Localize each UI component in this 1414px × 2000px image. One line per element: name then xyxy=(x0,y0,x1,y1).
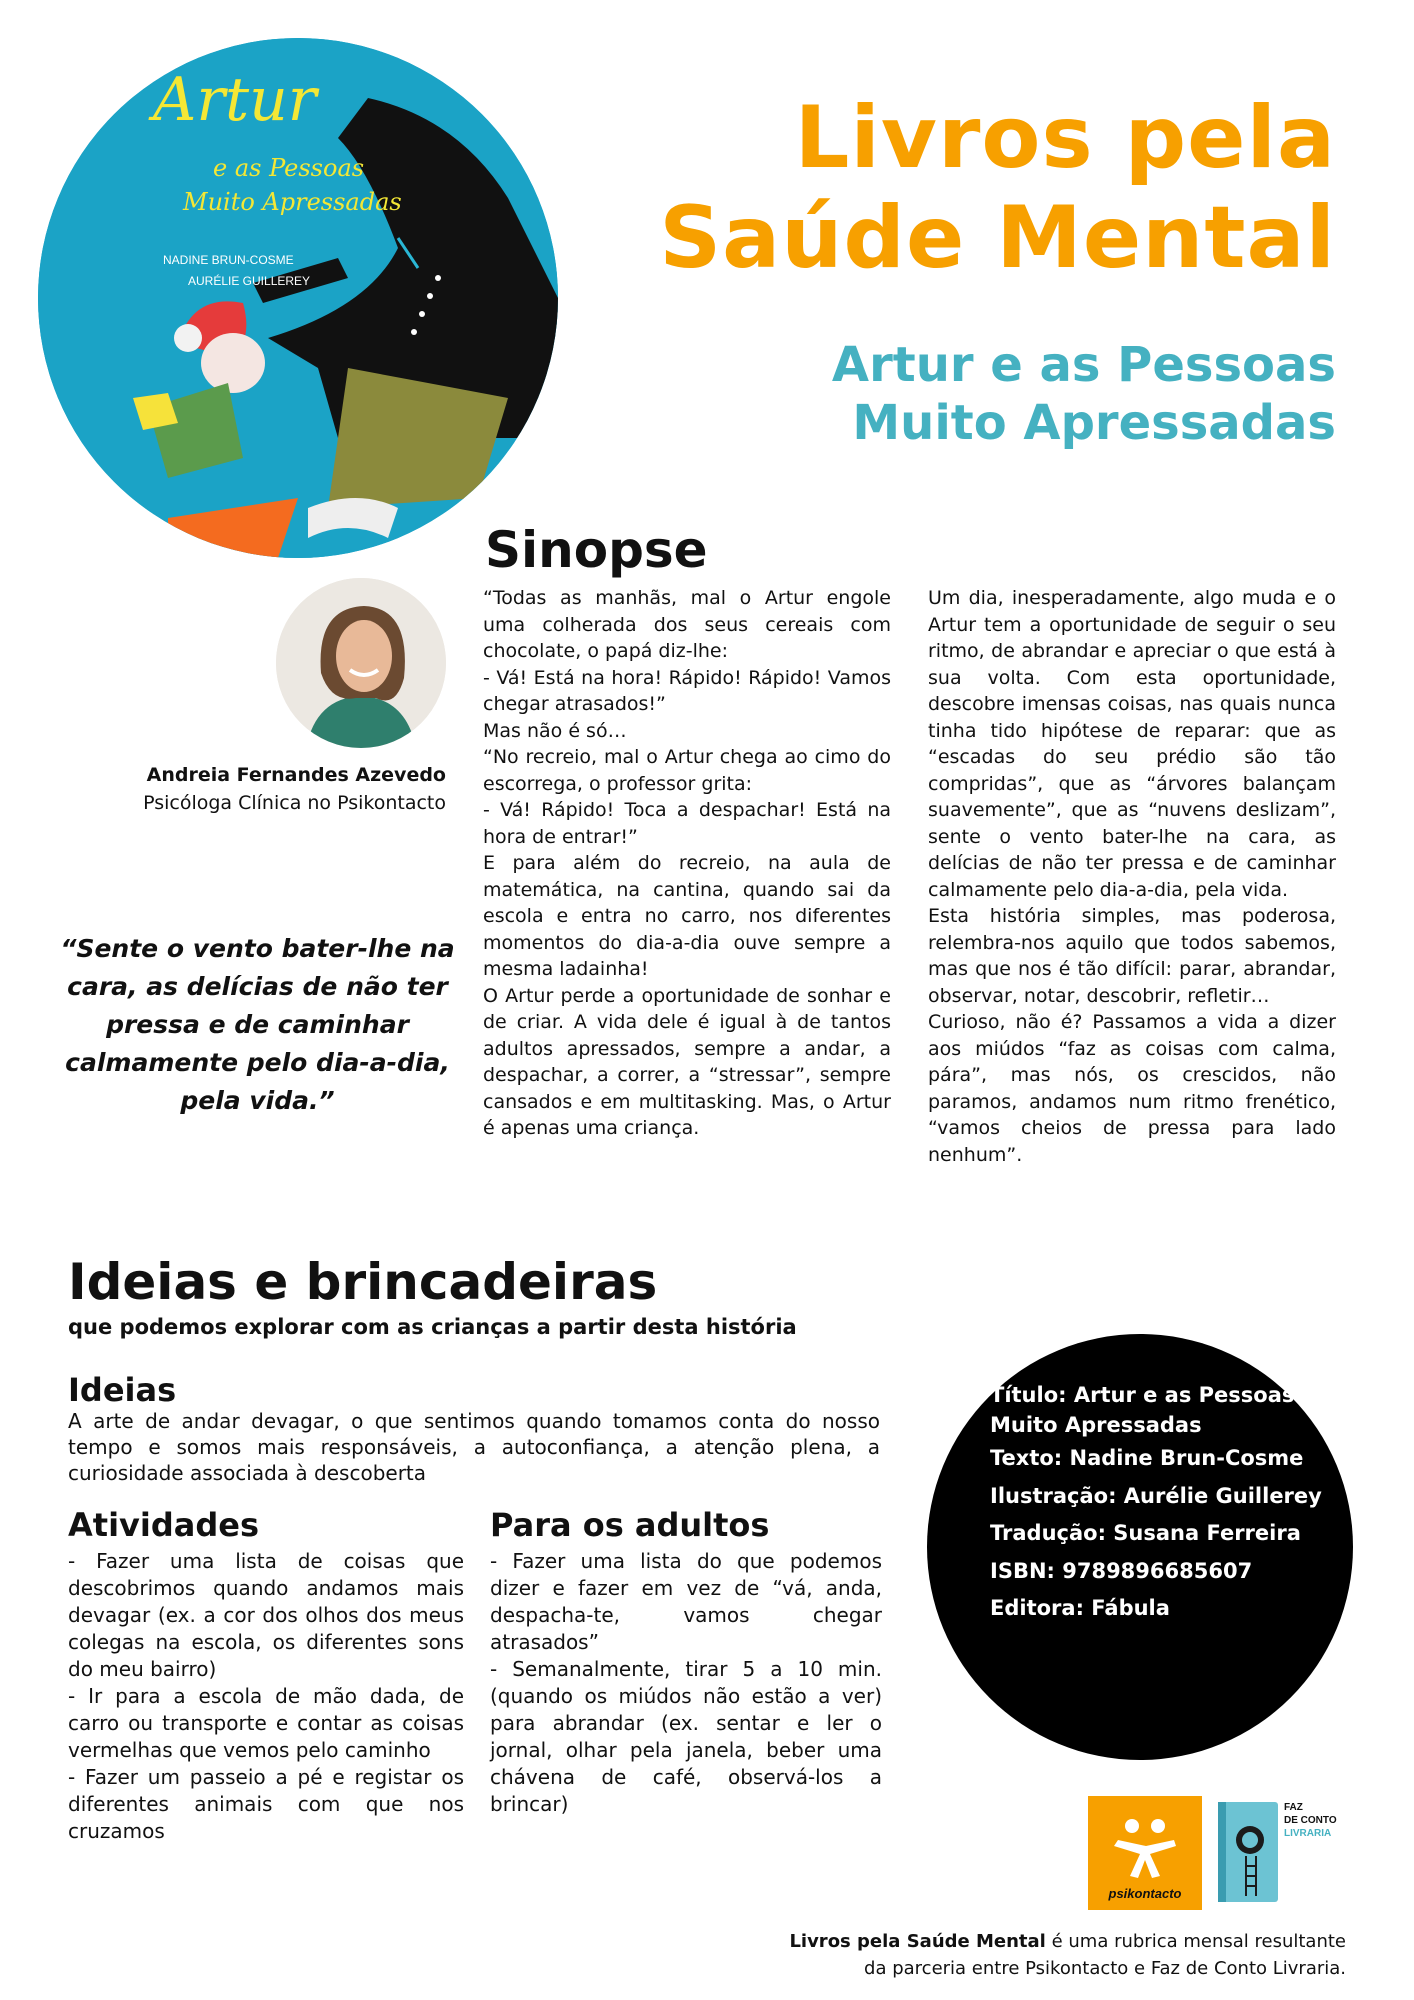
footer-note xyxy=(646,1928,1346,1982)
book-title xyxy=(636,336,1336,452)
cover-subtitle-line2: Muito Apressadas xyxy=(183,188,402,216)
atividades-heading: Atividades xyxy=(68,1506,260,1544)
adultos-text: - Fazer uma lista do que podemos dizer e fazer em vez de “vá, anda, despacha-te, vamos chegar atrasados” - Semanalmente, tirar 5 a 10 min. (quando os miúdos não estão a ver) para abrandar (ex. sentar e ler o jornal, olhar pela janela, beber uma chávena de café, observá-los a brincar) xyxy=(490,1549,882,1816)
sinopse-heading: Sinopse xyxy=(485,521,708,579)
faz-de-conto-logo xyxy=(1216,1796,1356,1910)
ideias-brincadeiras-subheading: que podemos explorar com as crianças a partir desta história xyxy=(68,1315,797,1339)
ideias-heading: Ideias xyxy=(68,1371,177,1409)
book-info-texto: Texto: Nadine Brun-Cosme xyxy=(990,1446,1304,1470)
faz-logo-line2: DE CONTO xyxy=(1284,1815,1337,1826)
book-info-list xyxy=(990,1380,1330,1628)
cover-author1: NADINE BRUN-COSME xyxy=(163,253,294,267)
author-photo xyxy=(276,578,446,748)
book-info-traducao: Tradução: Susana Ferreira xyxy=(990,1521,1301,1545)
book-info-titulo: Título: Artur e as Pessoas Muito Apressadas xyxy=(990,1383,1295,1437)
page-title xyxy=(576,88,1336,288)
book-cover-image xyxy=(38,38,558,558)
adultos-heading: Para os adultos xyxy=(490,1506,770,1544)
page-title-line2: Saúde Mental xyxy=(659,188,1336,288)
footer-line2: da parceria entre Psikontacto e Faz de Conto Livraria. xyxy=(864,1958,1346,1979)
book-info-ilustracao: Ilustração: Aurélie Guillerey xyxy=(990,1483,1322,1508)
pull-quote: “Sente o vento bater-lhe na cara, as delícias de não ter pressa e de caminhar calmamente pelo dia-a-dia, pela vida.” xyxy=(60,934,455,1115)
psikontacto-logo-text: psikontacto xyxy=(1108,1886,1182,1901)
sinopse-column-2: Um dia, inesperadamente, algo muda e o Artur tem a oportunidade de seguir o seu ritmo, de abrandar e apreciar o que está à sua volta. Com esta oportunidade, descobre imensas coisas, nas quais nunca tinha tido hipótese de reparar: que as “escadas do seu prédio são tão compridas”, que as “árvores balançam suavemente”, que as “nuvens deslizam”, sente o vento bater-lhe na cara, as delícias de não ter pressa e de caminhar calmamente pelo dia-a-dia, pela vida. Esta história simples, mas poderosa, relembra-nos aquilo que todos sabemos, mas que nos é tão difícil: parar, abrandar, observar, notar, descobrir, refletir… Curioso, não é? Passamos a vida a dizer aos miúdos “faz as coisas com calma, pára”, mas nós, os crescidos, não paramos, andamos num ritmo frenético, “vamos cheios de pressa para lado nenhum”. xyxy=(928,587,1336,1166)
footer-line1 xyxy=(646,1928,1346,1955)
cover-title: Artur xyxy=(153,65,317,135)
ideias-text: A arte de andar devagar, o que sentimos quando tomamos conta do nosso tempo e somos mais responsáveis, a autoconfiança, a atenção plena, a curiosidade associada à descoberta xyxy=(68,1409,880,1485)
page-title-line1: Livros pela xyxy=(794,88,1336,188)
cover-author2: AURÉLIE GUILLEREY xyxy=(188,274,311,288)
faz-logo-line1: FAZ xyxy=(1284,1802,1303,1813)
book-title-line1: Artur e as Pessoas xyxy=(831,337,1336,393)
book-info-editora: Editora: Fábula xyxy=(990,1596,1170,1620)
ideias-brincadeiras-heading: Ideias e brincadeiras xyxy=(68,1253,658,1311)
footer-line1-rest: é uma rubrica mensal resultante xyxy=(1045,1931,1346,1952)
book-info-isbn: ISBN: 9789896685607 xyxy=(990,1558,1253,1583)
cover-subtitle-line1: e as Pessoas xyxy=(213,154,365,182)
author-name: Andreia Fernandes Azevedo xyxy=(146,764,446,786)
psikontacto-logo xyxy=(1088,1796,1202,1910)
faz-logo-line3: LIVRARIA xyxy=(1284,1828,1332,1839)
footer-bold: Livros pela Saúde Mental xyxy=(789,1931,1046,1952)
atividades-text: - Fazer uma lista de coisas que descobrimos quando andamos mais devagar (ex. a cor dos olhos dos meus colegas na escola, os diferentes sons do meu bairro) - Ir para a escola de mão dada, de carro ou transporte e contar as coisas vermelhas que vemos pelo caminho - Fazer um passeio a pé e registar os diferentes animais com que nos cruzamos xyxy=(68,1549,464,1843)
book-title-line2: Muito Apressadas xyxy=(852,395,1336,451)
sinopse-column-1: “Todas as manhãs, mal o Artur engole uma colherada dos seus cereais com chocolate, o papá diz-lhe: - Vá! Está na hora! Rápido! Rápido! Vamos chegar atrasados!” Mas não é só… “No recreio, mal o Artur chega ao cimo do escorrega, o professor grita: - Vá! Rápido! Toca a despachar! Está na hora de entrar!” E para além do recreio, na aula de matemática, na cantina, quando sai da escola e entra no carro, nos diferentes momentos do dia-a-dia ouve sempre a mesma ladainha! O Artur perde a oportunidade de sonhar e de criar. A vida dele é igual à de tantos adultos apressados, sempre a andar, a despachar, a correr, a “stressar”, sempre cansados e em multitasking. Mas, o Artur é apenas uma criança. xyxy=(483,587,891,1139)
author-role: Psicóloga Clínica no Psikontacto xyxy=(143,792,446,814)
